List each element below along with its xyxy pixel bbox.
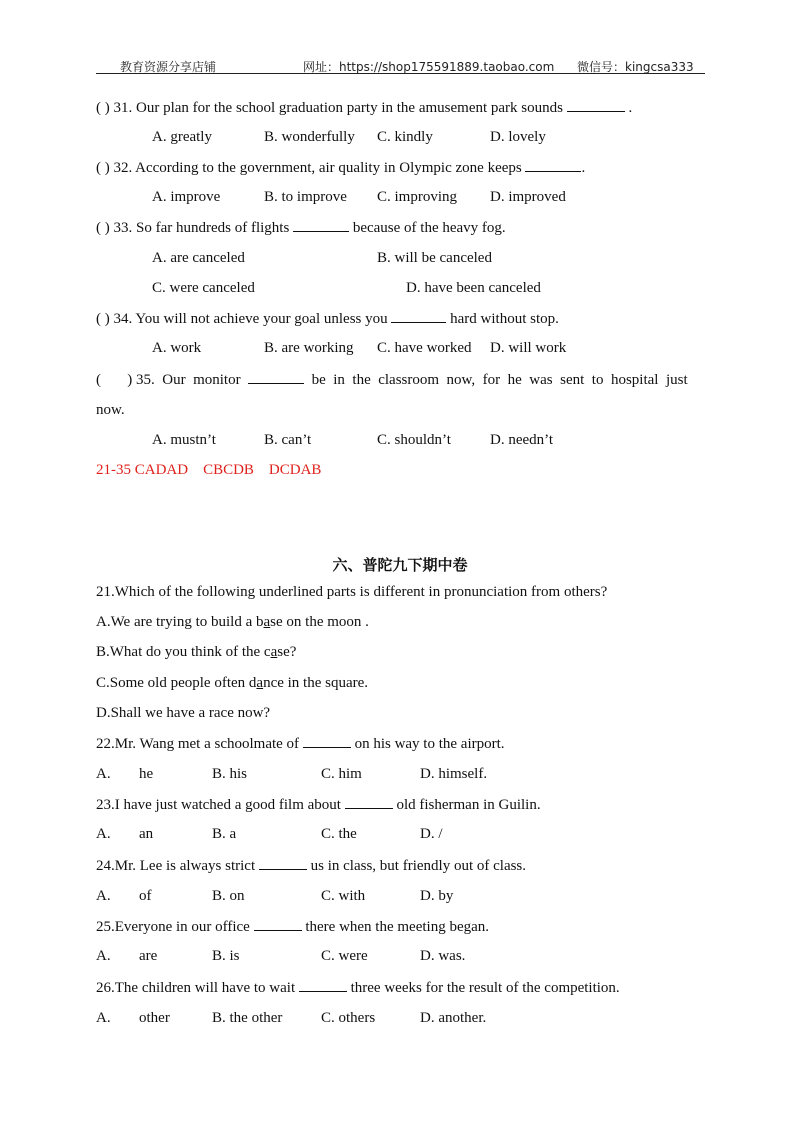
- option-text: B.What do you think of the c: [96, 644, 271, 660]
- option-c: C. others: [321, 1010, 376, 1026]
- option-d: D. by: [420, 888, 454, 904]
- option-b: B. are working: [264, 340, 354, 356]
- option-a-label: A.: [96, 888, 111, 904]
- question-22-end: on his way to the airport.: [354, 736, 505, 752]
- question-26: [96, 978, 620, 997]
- question-21: 21.Which of the following underlined parts is different in pronunciation from others?: [96, 584, 608, 600]
- question-25-end: there when the meeting began.: [305, 919, 490, 935]
- question-25-stem: 25.Everyone in our office: [96, 919, 250, 935]
- option-a: A. mustn’t: [152, 432, 216, 448]
- question-33: [96, 218, 506, 237]
- option-a: A. are canceled: [152, 250, 245, 266]
- question-24-stem: 24.Mr. Lee is always strict: [96, 858, 256, 874]
- option-d: D.Shall we have a race now?: [96, 705, 271, 721]
- option-b: B. will be canceled: [377, 250, 492, 266]
- question-32-end: .: [581, 160, 586, 176]
- option-b: B. a: [212, 826, 237, 842]
- option-d: D. was.: [420, 948, 466, 964]
- option-text: C.Some old people often d: [96, 675, 257, 691]
- option-c: C. improving: [377, 189, 458, 205]
- answer-blank: [248, 370, 304, 384]
- option-d: D. needn’t: [490, 432, 554, 448]
- question-24-end: us in class, but friendly out of class.: [310, 858, 527, 874]
- option-b: B. is: [212, 948, 240, 964]
- option-a: [96, 613, 369, 631]
- option-c: C. kindly: [377, 129, 433, 145]
- option-a-label: A.: [96, 1010, 111, 1026]
- option-d: D. another.: [420, 1010, 487, 1026]
- option-d: D. lovely: [490, 129, 546, 145]
- option-text: nce in the square.: [263, 675, 369, 691]
- option-c: C. shouldn’t: [377, 432, 451, 448]
- question-23-stem: 23.I have just watched a good film about: [96, 797, 341, 813]
- underlined-letter: a: [256, 675, 264, 691]
- answer-blank: [525, 158, 581, 172]
- question-31: [96, 98, 632, 117]
- option-b: B. on: [212, 888, 245, 904]
- answer-blank: [391, 309, 446, 323]
- option-c: C. him: [321, 766, 362, 782]
- option-b: B. his: [212, 766, 248, 782]
- question-34-stem: ( ) 34. You will not achieve your goal unless you: [96, 311, 388, 327]
- answer-blank: [303, 734, 351, 748]
- option-text: se?: [277, 644, 297, 660]
- option-b: [96, 643, 296, 661]
- answer-blank: [299, 978, 347, 992]
- question-35: [96, 370, 705, 389]
- question-23: [96, 795, 541, 814]
- question-31-stem: ( ) 31. Our plan for the school graduation party in the amusement park sounds: [96, 100, 563, 116]
- question-25: [96, 917, 489, 936]
- option-a: are: [139, 948, 158, 964]
- header-wechat: 微信号：kingcsa333: [577, 60, 694, 74]
- option-a: an: [139, 826, 154, 842]
- question-34: [96, 309, 559, 328]
- answer-blank: [259, 856, 307, 870]
- header-url: 网址：https://shop175591889.taobao.com: [303, 60, 555, 74]
- option-d: D. will work: [490, 340, 567, 356]
- question-35-continued: now.: [96, 402, 125, 418]
- question-35-stem: ( ) 35. Our monitor: [96, 372, 241, 388]
- option-text: se on the moon .: [270, 614, 369, 630]
- question-24: [96, 856, 526, 875]
- underlined-letter: a: [270, 644, 278, 660]
- option-a: A. greatly: [152, 129, 212, 145]
- option-c: C. the: [321, 826, 357, 842]
- option-d: D. have been canceled: [406, 280, 541, 296]
- section-title: 六、普陀九下期中卷: [332, 556, 468, 574]
- question-32-stem: ( ) 32. According to the government, air quality in Olympic zone keeps: [96, 160, 522, 176]
- option-c: C. have worked: [377, 340, 472, 356]
- question-34-end: hard without stop.: [450, 311, 559, 327]
- question-35-end: be in the classroom now, for he was sent to hospital just: [311, 372, 688, 388]
- question-33-end: because of the heavy fog.: [352, 220, 506, 236]
- option-c: C. were canceled: [152, 280, 255, 296]
- underlined-letter: a: [263, 614, 271, 630]
- question-32: [96, 158, 585, 177]
- question-26-end: three weeks for the result of the competition.: [350, 980, 620, 996]
- question-22: [96, 734, 505, 753]
- option-b: B. can’t: [264, 432, 312, 448]
- option-d: D. improved: [490, 189, 566, 205]
- option-b: B. to improve: [264, 189, 347, 205]
- option-c: C. with: [321, 888, 366, 904]
- answer-blank: [345, 795, 393, 809]
- option-a: other: [139, 1010, 170, 1026]
- header-divider: [96, 73, 705, 74]
- question-22-stem: 22.Mr. Wang met a schoolmate of: [96, 736, 300, 752]
- option-a-label: A.: [96, 766, 111, 782]
- question-26-stem: 26.The children will have to wait: [96, 980, 296, 996]
- option-b: B. wonderfully: [264, 129, 355, 145]
- question-31-end: .: [628, 100, 633, 116]
- header-shop-name: 教育资源分享店铺: [120, 60, 217, 74]
- option-b: B. the other: [212, 1010, 283, 1026]
- option-a-label: A.: [96, 826, 111, 842]
- option-a: of: [139, 888, 152, 904]
- option-d: D. /: [420, 826, 443, 842]
- option-c: [96, 674, 368, 692]
- option-text: A.We are trying to build a b: [96, 614, 264, 630]
- option-d: D. himself.: [420, 766, 488, 782]
- option-c: C. were: [321, 948, 368, 964]
- answer-key: 21-35 CADAD CBCDB DCDAB: [96, 462, 322, 478]
- answer-blank: [293, 218, 349, 232]
- option-a: A. work: [152, 340, 202, 356]
- option-a: he: [139, 766, 154, 782]
- question-23-end: old fisherman in Guilin.: [396, 797, 541, 813]
- option-a-label: A.: [96, 948, 111, 964]
- option-a: A. improve: [152, 189, 221, 205]
- answer-blank: [254, 917, 302, 931]
- answer-blank: [567, 98, 625, 112]
- question-33-stem: ( ) 33. So far hundreds of flights: [96, 220, 290, 236]
